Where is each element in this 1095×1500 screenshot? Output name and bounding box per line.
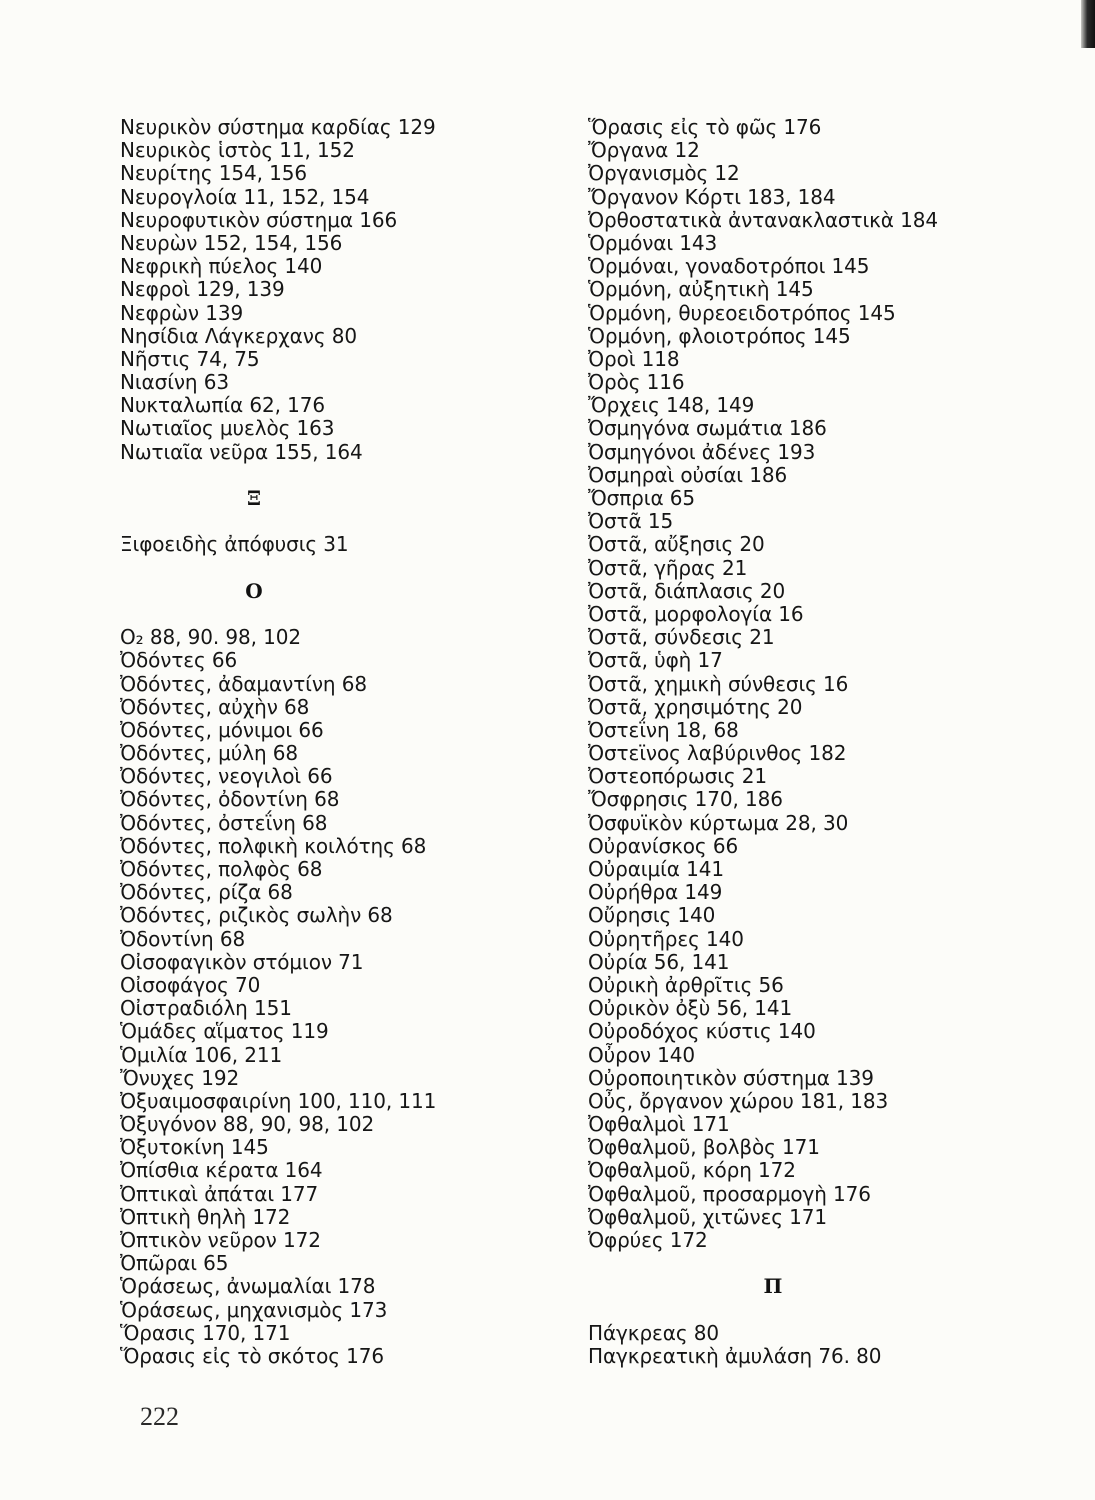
index-entry: Ὁράσεως, μηχανισμὸς 173	[120, 1297, 388, 1322]
index-entry: Οἰστραδιόλη 151	[120, 996, 292, 1021]
index-entry: Ὀφρύες 172	[588, 1228, 708, 1252]
index-entry: Νωτιαῖος μυελὸς 163	[120, 416, 335, 441]
index-entry: Ὀστᾶ 15	[588, 509, 674, 534]
index-entry: Νεφροὶ 129, 139	[120, 277, 285, 302]
index-entry: Οὐρανίσκος 66	[588, 833, 739, 858]
index-entry: Οὐραιμία 141	[588, 857, 724, 881]
index-entry: Ὁμιλία 106, 211	[120, 1042, 283, 1067]
index-entry: Οὔρησις 140	[588, 903, 716, 928]
index-entry: Ὀφθαλμοῦ, βολβὸς 171	[588, 1135, 820, 1160]
index-entry: Ὀροὶ 118	[588, 346, 680, 371]
right-index-column	[588, 116, 1028, 1368]
index-entry: Ὀδόντες, αὐχὴν 68	[120, 694, 310, 719]
index-entry: Νευρογλοία 11, 152, 154	[120, 184, 370, 209]
index-entry: Ὄσπρια 65	[588, 486, 696, 510]
index-entry: Ὀδόντες, ὀστεΐνη 68	[120, 810, 328, 835]
index-entry: Νευρικὸς ἱστὸς 11, 152	[120, 138, 355, 163]
index-entry: Ὀπτικὴ θηλὴ 172	[120, 1204, 291, 1229]
index-entry: Νιασίνη 63	[120, 370, 230, 395]
index-entry: Ὀστᾶ, αὔξησις 20	[588, 532, 765, 557]
index-entry: Ὄργανον Κόρτι 183, 184	[588, 184, 836, 209]
index-entry: Ὀστᾶ, γῆρας 21	[588, 555, 748, 580]
index-entry: Ὀστᾶ, ὑφὴ 17	[588, 648, 723, 673]
index-entry: Ὀφθαλμοῦ, κόρη 172	[588, 1158, 796, 1183]
index-entry: Ὀδόντες, πολφικὴ κοιλότης 68	[120, 833, 427, 858]
index-entry: Ὀξυγόνον 88, 90, 98, 102	[120, 1112, 375, 1137]
index-entry: Ὀπίσθια κέρατα 164	[120, 1158, 323, 1183]
section-letter-heading: Ξ	[246, 486, 262, 510]
index-entry: Οὖρον 140	[588, 1042, 696, 1067]
index-entry: Ὁρμόνη, θυρεοειδοτρόπος 145	[588, 300, 896, 325]
index-entry: Ὀδόντες, νεογιλοὶ 66	[120, 764, 333, 789]
index-entry: Οὐρικὴ ἀρθρῖτις 56	[588, 972, 784, 997]
index-entry: Ὀστᾶ, χημικὴ σύνθεσις 16	[588, 671, 849, 696]
index-entry: Νευρίτης 154, 156	[120, 161, 307, 186]
index-entry: Ὀστᾶ, μορφολογία 16	[588, 601, 804, 626]
index-entry: Ὀδόντες, ὀδοντίνη 68	[120, 787, 340, 812]
index-entry: Ὄσφρησις 170, 186	[588, 787, 783, 812]
index-entry: Ὀπτικαὶ ἀπάται 177	[120, 1181, 319, 1206]
index-entry: Ὀδόντες 66	[120, 648, 238, 673]
index-entry: Ὁρμόνη, φλοιοτρόπος 145	[588, 323, 851, 348]
index-entry: Ὁράσεως, ἀνωμαλίαι 178	[120, 1274, 376, 1299]
index-entry: Ὀφθαλμοῦ, χιτῶνες 171	[588, 1204, 828, 1229]
index-entry: Ὀσμηγόνοι ἀδένες 193	[588, 439, 816, 464]
index-entry: Ὀδόντες, ἀδαμαντίνη 68	[120, 671, 367, 696]
index-entry: Ὀργανισμὸς 12	[588, 161, 740, 186]
index-entry: Νευροφυτικὸν σύστημα 166	[120, 207, 398, 232]
index-entry: Νωτιαῖα νεῦρα 155, 164	[120, 439, 363, 464]
index-entry: Νεφρικὴ πύελος 140	[120, 254, 323, 279]
index-entry: Ὄνυχες 192	[120, 1065, 240, 1090]
index-entry: Ὀδόντες, μόνιμοι 66	[120, 717, 324, 742]
index-entry: Νευρὼν 152, 154, 156	[120, 230, 343, 255]
index-entry: Οὐροποιητικὸν σύστημα 139	[588, 1065, 874, 1090]
index-entry: Ὀστεοπόρωσις 21	[588, 764, 768, 789]
index-entry: Ὀστᾶ, σύνδεσις 21	[588, 625, 775, 650]
index-entry: Πάγκρεας 80	[588, 1320, 719, 1345]
index-entry: Ὀδόντες, ρίζα 68	[120, 880, 293, 905]
index-entry: Ὀφθαλμοῦ, προσαρμογὴ 176	[588, 1181, 871, 1206]
index-entry: Ὁρμόναι, γοναδοτρόποι 145	[588, 254, 870, 279]
section-letter-heading: Π	[763, 1274, 783, 1299]
index-entry: Ὅρασις εἰς τὸ φῶς 176	[588, 115, 822, 139]
index-entry: Οὐρήθρα 149	[588, 880, 723, 905]
index-entry: Ὀξυτοκίνη 145	[120, 1135, 269, 1160]
index-entry: Ὀδόντες, πολφὸς 68	[120, 857, 323, 881]
section-letter-heading: Ο	[245, 578, 263, 603]
index-entry: Ὄρχεις 148, 149	[588, 393, 755, 418]
index-entry: Ὀρθοστατικὰ ἀντανακλαστικὰ 184	[588, 207, 939, 232]
index-entry: Ὀστᾶ, χρησιμότης 20	[588, 694, 803, 719]
left-index-column	[120, 116, 520, 1368]
index-entry: Ὀστεϊνος λαβύρινθος 182	[588, 741, 847, 766]
index-entry: Ὀφθαλμοὶ 171	[588, 1112, 730, 1137]
index-entry: Ὀδόντες, ριζικὸς σωλὴν 68	[120, 903, 393, 928]
index-entry: Ὁρμόνη, αὐξητικὴ 145	[588, 277, 814, 302]
index-entry: Οὐρικὸν ὀξὺ 56, 141	[588, 996, 793, 1021]
index-entry: Οἰσοφαγικὸν στόμιον 71	[120, 949, 364, 974]
index-entry: Ὀπτικὸν νεῦρον 172	[120, 1228, 321, 1252]
index-entry: Ὀστεΐνη 18, 68	[588, 717, 739, 742]
index-entry: Ὀσφυϊκὸν κύρτωμα 28, 30	[588, 810, 849, 835]
index-entry: Ὁμάδες αἵματος 119	[120, 1019, 329, 1044]
index-entry: Νεφρὼν 139	[120, 300, 244, 325]
index-entry: Νησίδια Λάγκερχανς 80	[120, 323, 357, 348]
scan-edge-shadow	[1081, 0, 1095, 48]
index-entry: Ξιφοειδὴς ἀπόφυσις 31	[120, 532, 349, 557]
index-entry: Ὅρασις εἰς τὸ σκότος 176	[120, 1343, 384, 1368]
index-entry: Νυκταλωπία 62, 176	[120, 393, 326, 418]
index-entry: Οὐροδόχος κύστις 140	[588, 1019, 816, 1044]
index-entry: Παγκρεατικὴ ἀμυλάση 76. 80	[588, 1343, 882, 1368]
index-entry: Ὄργανα 12	[588, 138, 700, 163]
index-entry: Ὀδοντίνη 68	[120, 926, 246, 951]
index-entry: Οὐρητῆρες 140	[588, 926, 744, 951]
page-number: 222	[140, 1402, 179, 1431]
index-entry: Ὀσμηραὶ οὐσίαι 186	[588, 462, 788, 487]
index-entry: Ὅρασις 170, 171	[120, 1320, 291, 1345]
index-entry: Ὀστᾶ, διάπλασις 20	[588, 578, 786, 603]
index-entry: O₂ 88, 90. 98, 102	[120, 625, 301, 650]
index-entry: Νευρικὸν σύστημα καρδίας 129	[120, 115, 436, 139]
index-entry: Ὀσμηγόνα σωμάτια 186	[588, 416, 827, 441]
index-entry: Ὀξυαιμοσφαιρίνη 100, 110, 111	[120, 1088, 437, 1113]
index-entry: Οἰσοφάγος 70	[120, 972, 261, 997]
index-entry: Ὀδόντες, μύλη 68	[120, 741, 299, 766]
index-entry: Ὁρμόναι 143	[588, 230, 718, 255]
index-entry: Οὐρία 56, 141	[588, 949, 730, 974]
index-entry: Νῆστις 74, 75	[120, 346, 260, 371]
index-entry: Οὖς, ὄργανον χώρου 181, 183	[588, 1088, 889, 1113]
index-entry: Ὀπῶραι 65	[120, 1251, 229, 1276]
index-entry: Ὀρὸς 116	[588, 370, 685, 395]
